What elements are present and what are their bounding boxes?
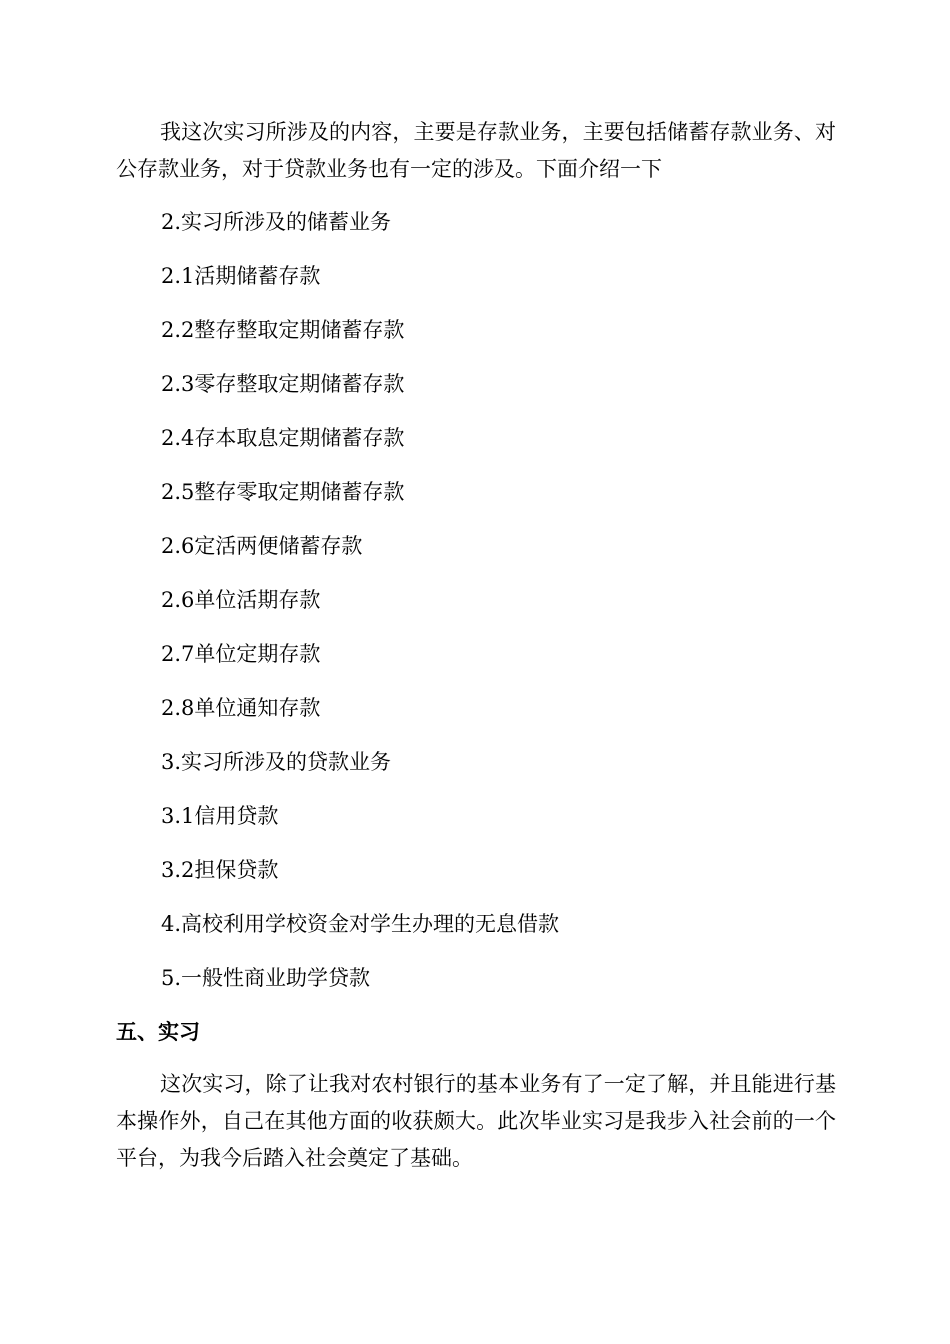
list-item: 3.2担保贷款 <box>161 858 279 882</box>
list-item: 2.8单位通知存款 <box>161 696 321 720</box>
list-item: 2.6单位活期存款 <box>161 588 321 612</box>
section-heading: 五、实习 <box>116 1020 200 1044</box>
list-item: 2.4存本取息定期储蓄存款 <box>161 426 405 450</box>
list-item: 4.高校利用学校资金对学生办理的无息借款 <box>161 912 560 936</box>
list-item: 3.1信用贷款 <box>161 804 279 828</box>
list-item: 2.6定活两便储蓄存款 <box>161 534 363 558</box>
closing-paragraph: 这次实习，除了让我对农村银行的基本业务有了一定了解，并且能进行基本操作外，自己在其他方面的收获颇大。此次毕业实习是我步入社会前的一个平台，为我今后踏入社会奠定了基础。 <box>116 1072 836 1170</box>
intro-paragraph: 我这次实习所涉及的内容，主要是存款业务，主要包括储蓄存款业务、对公存款业务，对于贷款业务也有一定的涉及。下面介绍一下 <box>116 120 836 181</box>
list-item: 2.1活期储蓄存款 <box>161 264 321 288</box>
list-item: 3.实习所涉及的贷款业务 <box>161 750 392 774</box>
list-item: 2.实习所涉及的储蓄业务 <box>161 210 392 234</box>
list-item: 2.5整存零取定期储蓄存款 <box>161 480 405 504</box>
list-item: 2.7单位定期存款 <box>161 642 321 666</box>
list-item: 2.3零存整取定期储蓄存款 <box>161 372 405 396</box>
list-item: 2.2整存整取定期储蓄存款 <box>161 318 405 342</box>
list-item: 5.一般性商业助学贷款 <box>161 966 371 990</box>
